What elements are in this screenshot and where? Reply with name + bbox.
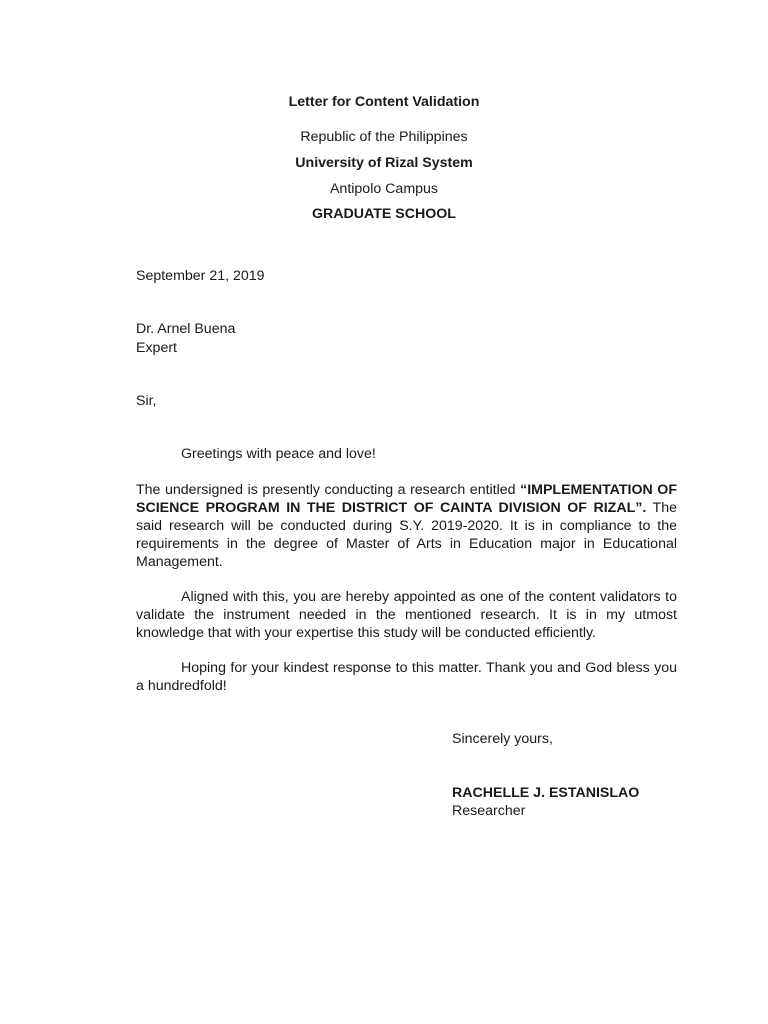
signatory-role: Researcher bbox=[452, 803, 526, 819]
school-name: GRADUATE SCHOOL bbox=[312, 206, 456, 222]
recipient-role: Expert bbox=[136, 340, 178, 356]
paragraph-research bbox=[136, 481, 677, 571]
signatory-name: RACHELLE J. ESTANISLAO bbox=[452, 785, 640, 801]
campus-name: Antipolo Campus bbox=[329, 181, 439, 197]
letter-title: Letter for Content Validation bbox=[288, 94, 480, 110]
valediction: Sincerely yours, bbox=[452, 731, 553, 747]
greeting-line: Greetings with peace and love! bbox=[181, 446, 376, 462]
recipient-name: Dr. Arnel Buena bbox=[136, 321, 236, 337]
republic-line: Republic of the Philippines bbox=[300, 129, 468, 145]
letter-date: September 21, 2019 bbox=[136, 268, 265, 284]
paragraph-research-intro: The undersigned is presently conducting a research entitled bbox=[136, 482, 521, 498]
paragraph-appointment: Aligned with this, you are hereby appointed as one of the content validators to validate the instrument needed in the mentioned research. It is in my utmost knowledge that with your expertise this study will be conducted efficiently. bbox=[136, 589, 677, 641]
paragraph-research-rest: The said research will be conducted during S.Y. 2019-2020. It is in compliance to the requirements in the degree of Master of Arts in Education major in Educational Management. bbox=[136, 500, 677, 570]
paragraph-closing: Hoping for your kindest response to this matter. Thank you and God bless you a hundredfold! bbox=[136, 660, 677, 694]
university-name: University of Rizal System bbox=[295, 155, 473, 171]
salutation: Sir, bbox=[136, 393, 157, 409]
research-title: “IMPLEMENTATION OF SCIENCE PROGRAM IN THE DISTRICT OF CAINTA DIVISION OF RIZAL”. bbox=[136, 482, 677, 516]
